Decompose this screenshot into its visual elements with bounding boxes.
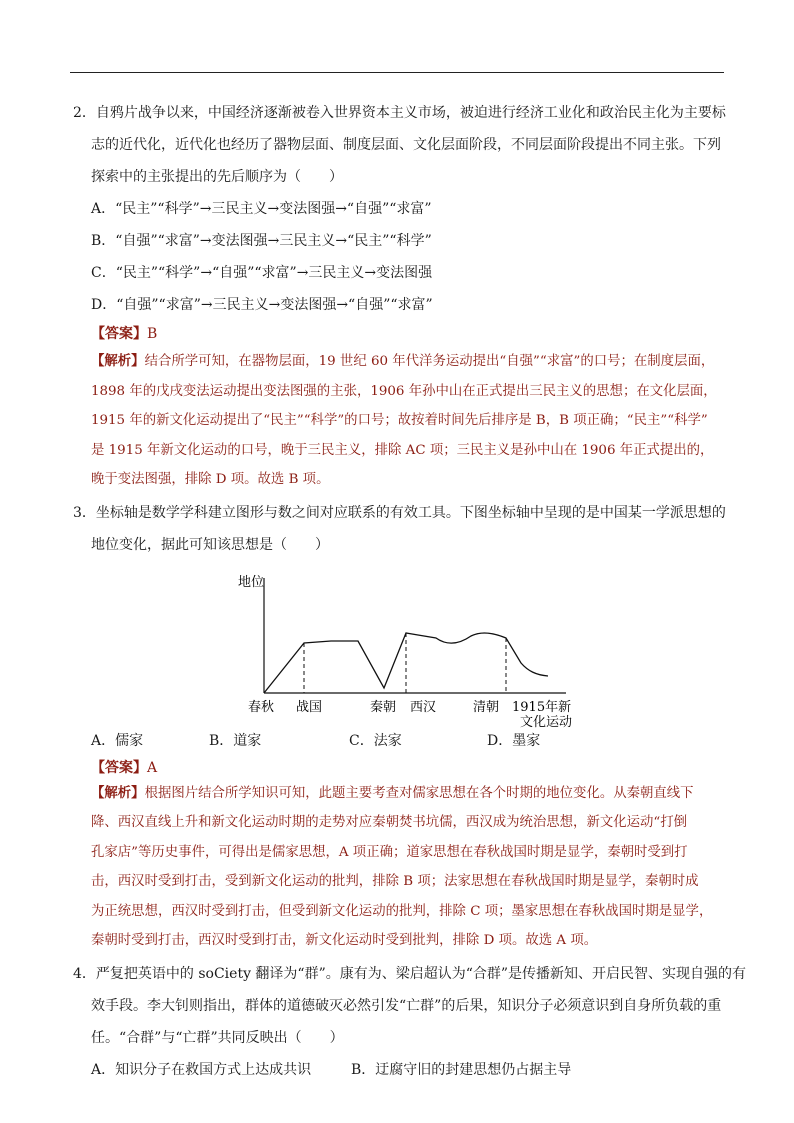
question-3-answer — [73, 757, 728, 779]
x-label-qinchao: 秦朝 — [370, 699, 397, 715]
question-2-analysis — [73, 347, 728, 495]
x-label-qingchao: 清朝 — [473, 699, 500, 715]
answer-tag: 【答案】 — [91, 759, 147, 776]
status-chart — [236, 563, 576, 730]
x-label-xihan: 西汉 — [410, 699, 437, 715]
x-label-1915: 1915年新 — [512, 699, 572, 715]
question-4-stem-line-1: 4．严复把英语中的 soCiety 翻译为“群”。康有为、梁启超认为“合群”是传播新知、开启民智、实现自强的有 — [73, 965, 747, 982]
analysis-text-1: 结合所学可知，在器物层面，19 世纪 60 年代洋务运动提出“自强”“求富”的口号；在制度层面， — [144, 354, 715, 369]
analysis-line-5: 晚于变法图强，排除 D 项。故选 B 项。 — [91, 472, 330, 487]
question-3 — [73, 497, 728, 956]
answer-value: B — [147, 326, 158, 342]
question-2-option-d: D．“自强”“求富”→三民主义→变法图强→“自强”“求富” — [91, 297, 433, 313]
question-3-options — [73, 725, 728, 757]
question-3-option-c: C．法家 — [349, 732, 402, 749]
question-3-analysis — [73, 779, 728, 956]
analysis-line-2: 降、西汉直线上升和新文化运动时期的走势对应秦朝焚书坑儒，西汉成为统治思想，新文化运动“打倒 — [91, 815, 688, 830]
analysis-line-4: 是 1915 年新文化运动的口号，晚于三民主义，排除 AC 项；三民主义是孙中山在 1906 年正式提出的， — [91, 442, 714, 458]
x-label-chunqiu: 春秋 — [248, 699, 275, 715]
analysis-tag: 【解析】 — [91, 353, 145, 369]
question-2-stem-line-1: 2．自鸦片战争以来，中国经济逐渐被卷入世界资本主义市场，被迫进行经济工业化和政治民主化为主要标 — [73, 105, 726, 121]
analysis-line-3: 1915 年的新文化运动提出了“民主”“科学”的口号；故按着时间先后排序是 B，B 项正确；“民主”“科学” — [91, 413, 708, 428]
analysis-text-1: 根据图片结合所学知识可知，此题主要考查对儒家思想在各个时期的地位变化。从秦朝直线下 — [144, 785, 694, 801]
question-4-options-row-1 — [73, 1054, 728, 1086]
analysis-line-1 — [91, 779, 728, 809]
status-change-figure — [73, 563, 728, 730]
analysis-line-3: 孔家店”等历史事件，可得出是儒家思想，A 项正确；道家思想在春秋战国时期是显学，秦朝时受到打 — [91, 844, 688, 860]
question-2-answer — [73, 321, 728, 347]
x-label-new-culture: 文化运动 — [520, 714, 573, 730]
analysis-tag: 【解析】 — [91, 784, 145, 801]
analysis-line-6: 秦朝时受到打击，西汉时受到打击，新文化运动时受到批判，排除 D 项。故选 A 项。 — [91, 933, 598, 948]
question-4-stem-line-3: 任。“合群”与“亡群”共同反映出（ ） — [91, 1029, 344, 1046]
answer-tag: 【答案】 — [91, 326, 147, 342]
question-3-stem-line-2: 地位变化，据此可知该思想是（ ） — [91, 536, 329, 553]
analysis-line-5: 为正统思想，西汉时受到打击，但受到新文化运动的批判，排除 C 项；墨家思想在春秋战国时期是显学， — [91, 903, 713, 919]
question-2-stem-line-3: 探索中的主张提出的先后顺序为（ ） — [91, 169, 343, 185]
answer-value: A — [147, 759, 158, 776]
question-4 — [73, 958, 747, 1086]
question-2-option-b: B．“自强”“求富”→变法图强→三民主义→“民主”“科学” — [91, 233, 432, 249]
question-4-option-b: B．迂腐守旧的封建思想仍占据主导 — [351, 1061, 572, 1078]
x-label-zhanguo: 战国 — [296, 699, 323, 715]
analysis-line-4: 击，西汉时受到打击，受到新文化运动的批判，排除 B 项；法家思想在春秋战国时期是显学，秦朝时成 — [91, 874, 699, 889]
analysis-line-1 — [91, 347, 728, 377]
question-3-stem-line-1: 3．坐标轴是数学学科建立图形与数之间对应联系的有效工具。下图坐标轴中呈现的是中国某一学派思想的 — [73, 504, 726, 521]
question-3-option-a: A．儒家 — [91, 732, 144, 749]
y-axis-label: 地位 — [238, 574, 265, 590]
question-2-option-a: A．“民主”“科学”→三民主义→变法图强→“自强”“求富” — [91, 201, 432, 217]
question-2-stem-line-2: 志的近代化，近代化也经历了器物层面、制度层面、文化层面阶段，不同层面阶段提出不同主张。下列 — [91, 137, 721, 153]
question-4-stem-line-2: 效手段。李大钊则指出，群体的道德破灭必然引发“亡群”的后果，知识分子必须意识到自身所负载的重 — [91, 997, 722, 1014]
header-rule — [70, 72, 724, 73]
question-4-option-a: A．知识分子在救国方式上达成共识 — [91, 1061, 312, 1078]
question-3-option-d: D．墨家 — [487, 732, 541, 749]
analysis-line-2: 1898 年的戊戌变法运动提出变法图强的主张，1906 年孙中山在正式提出三民主义的思想；在文化层面， — [91, 383, 717, 399]
question-2 — [73, 97, 728, 495]
question-2-option-c: C．“民主”“科学”→“自强”“求富”→三民主义→变法图强 — [91, 265, 433, 281]
document-body — [73, 97, 747, 1086]
question-3-option-b: B．道家 — [209, 732, 262, 749]
